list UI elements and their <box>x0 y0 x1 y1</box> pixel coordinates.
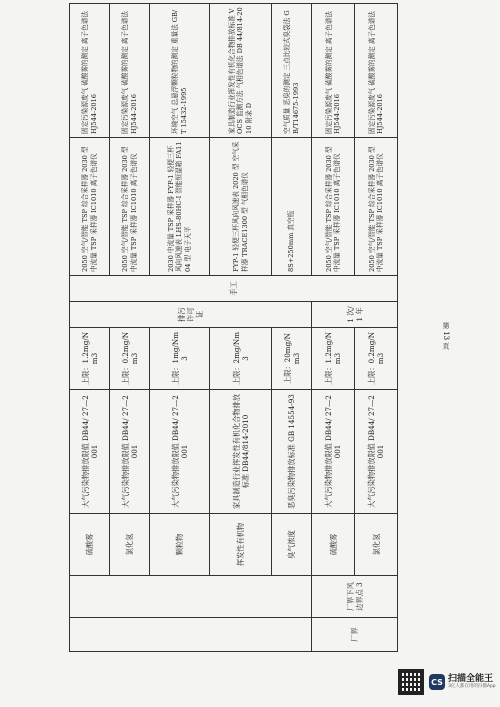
standard-cell: 家具制造行业挥发性有机化合物排放标准 DB44/814-2010 <box>210 390 272 514</box>
camscanner-logo-icon: CS <box>429 674 445 690</box>
limit-cell: 上限：1.2mg/Nm3 <box>70 328 110 390</box>
method-cell: 环境空气 总悬浮颗粒物的测定 重量法 GB/T 15432-1995 <box>150 4 210 138</box>
method-cell: 固定污染源废气 硫酸雾的测定 离子色谱法 HJ544-2016 <box>355 4 398 138</box>
instrument-cell: 2030 中流量 TSP 采样器 FYP-1 轻便三杯风向风速表 LHS-80HC-I 智能恒湿箱 FA1104 型 电子天平 <box>150 138 210 276</box>
page-number: 第 13 页 <box>442 322 450 350</box>
scanner-watermark <box>398 667 496 697</box>
watermark-app-name: 扫描全能王 <box>448 674 494 684</box>
mode-cell: 手工 <box>70 276 398 302</box>
instrument-cell: 2050 空气/智能 TSP 综合采样器 2030 型 中流量 TSP 采样器 IC1010 离子色谱仪 <box>70 138 110 276</box>
method-cell: 固定污染源废气 硫酸雾的测定 离子色谱法 HJ544-2016 <box>110 4 150 138</box>
standard-cell: 大气污染物排放限值 DB44/ 27—2001 <box>70 390 110 514</box>
method-cell: 固定污染源废气 硫酸雾的测定 离子色谱法 HJ544-2016 <box>70 4 110 138</box>
permit-cell: 排污许可证 <box>70 302 312 328</box>
watermark-tagline: 3亿人都在用的扫描App <box>448 684 496 689</box>
standard-cell: 恶臭污染物排放标准 GB 14554-93 <box>272 390 312 514</box>
item-cell: 颗粒物 <box>150 514 210 576</box>
item-cell: 硫酸雾 <box>312 514 355 576</box>
limit-cell: 上限：0.2mg/Nm3 <box>110 328 150 390</box>
method-cell: 家具制造行业挥发性有机化合物排放标准 VOCS 监测方法 气相色谱法 DB 44/814-2010 附录 D <box>210 4 272 138</box>
rotated-table-container <box>69 4 397 652</box>
item-cell: 臭气浓度 <box>272 514 312 576</box>
instrument-cell: 8S+250mm 真空瓶 <box>272 138 312 276</box>
limit-cell: 上限：20mg/Nm3 <box>272 328 312 390</box>
table-row <box>272 4 312 652</box>
limit-cell: 上限：0.2mg/Nm3 <box>355 328 398 390</box>
item-cell: 硫酸雾 <box>70 514 110 576</box>
instrument-cell: FYP-1 轻便三杯风向风速表 2020 型 空气采样器 TRACE1300 型 气相色谱仪 <box>210 138 272 276</box>
location-cell: 厂界下风边界点 3 <box>312 576 398 618</box>
table-row <box>150 4 210 652</box>
method-cell: 固定污染源废气 硫酸雾的测定 离子色谱法 HJ544-2016 <box>312 4 355 138</box>
instrument-cell: 2050 空气/智能 TSP 综合采样器 2030 型 中流量 TSP 采样器 IC1010 离子色谱仪 <box>110 138 150 276</box>
instrument-cell: 2050 空气/智能 TSP 综合采样器 2030 型 中流量 TSP 采样器 IC1010 离子色谱仪 <box>355 138 398 276</box>
standard-cell: 大气污染物排放限值 DB44/ 27—2001 <box>312 390 355 514</box>
item-cell: 挥发性有机物 <box>210 514 272 576</box>
watermark-text <box>448 674 496 690</box>
limit-cell: 上限：2mg/Nm3 <box>210 328 272 390</box>
table-row <box>70 4 110 652</box>
limit-cell: 上限：1mg/Nm3 <box>150 328 210 390</box>
location-cell <box>70 576 312 618</box>
frequency-cell: 1 次/1 年 <box>312 302 398 328</box>
item-cell: 氯化氢 <box>355 514 398 576</box>
monitoring-table <box>69 3 398 652</box>
table-row <box>210 4 272 652</box>
limit-cell: 上限：1.2mg/Nm3 <box>312 328 355 390</box>
table-row <box>355 4 398 652</box>
category-cell <box>70 618 312 652</box>
standard-cell: 大气污染物排放限值 DB44/ 27—2001 <box>110 390 150 514</box>
method-cell: 空气质量 恶臭的测定 三点比较式臭袋法 GB/T14675-1993 <box>272 4 312 138</box>
qr-code-icon <box>398 669 424 695</box>
category-cell: 厂界 <box>312 618 398 652</box>
standard-cell: 大气污染物排放限值 DB44/ 27—2001 <box>355 390 398 514</box>
instrument-cell: 2050 空气/智能 TSP 综合采样器 2030 型 中流量 TSP 采样器 IC1010 离子色谱仪 <box>312 138 355 276</box>
standard-cell: 大气污染物排放限值 DB44/ 27—2001 <box>150 390 210 514</box>
table-row <box>110 4 150 652</box>
table-row <box>312 4 355 652</box>
item-cell: 氯化氢 <box>110 514 150 576</box>
